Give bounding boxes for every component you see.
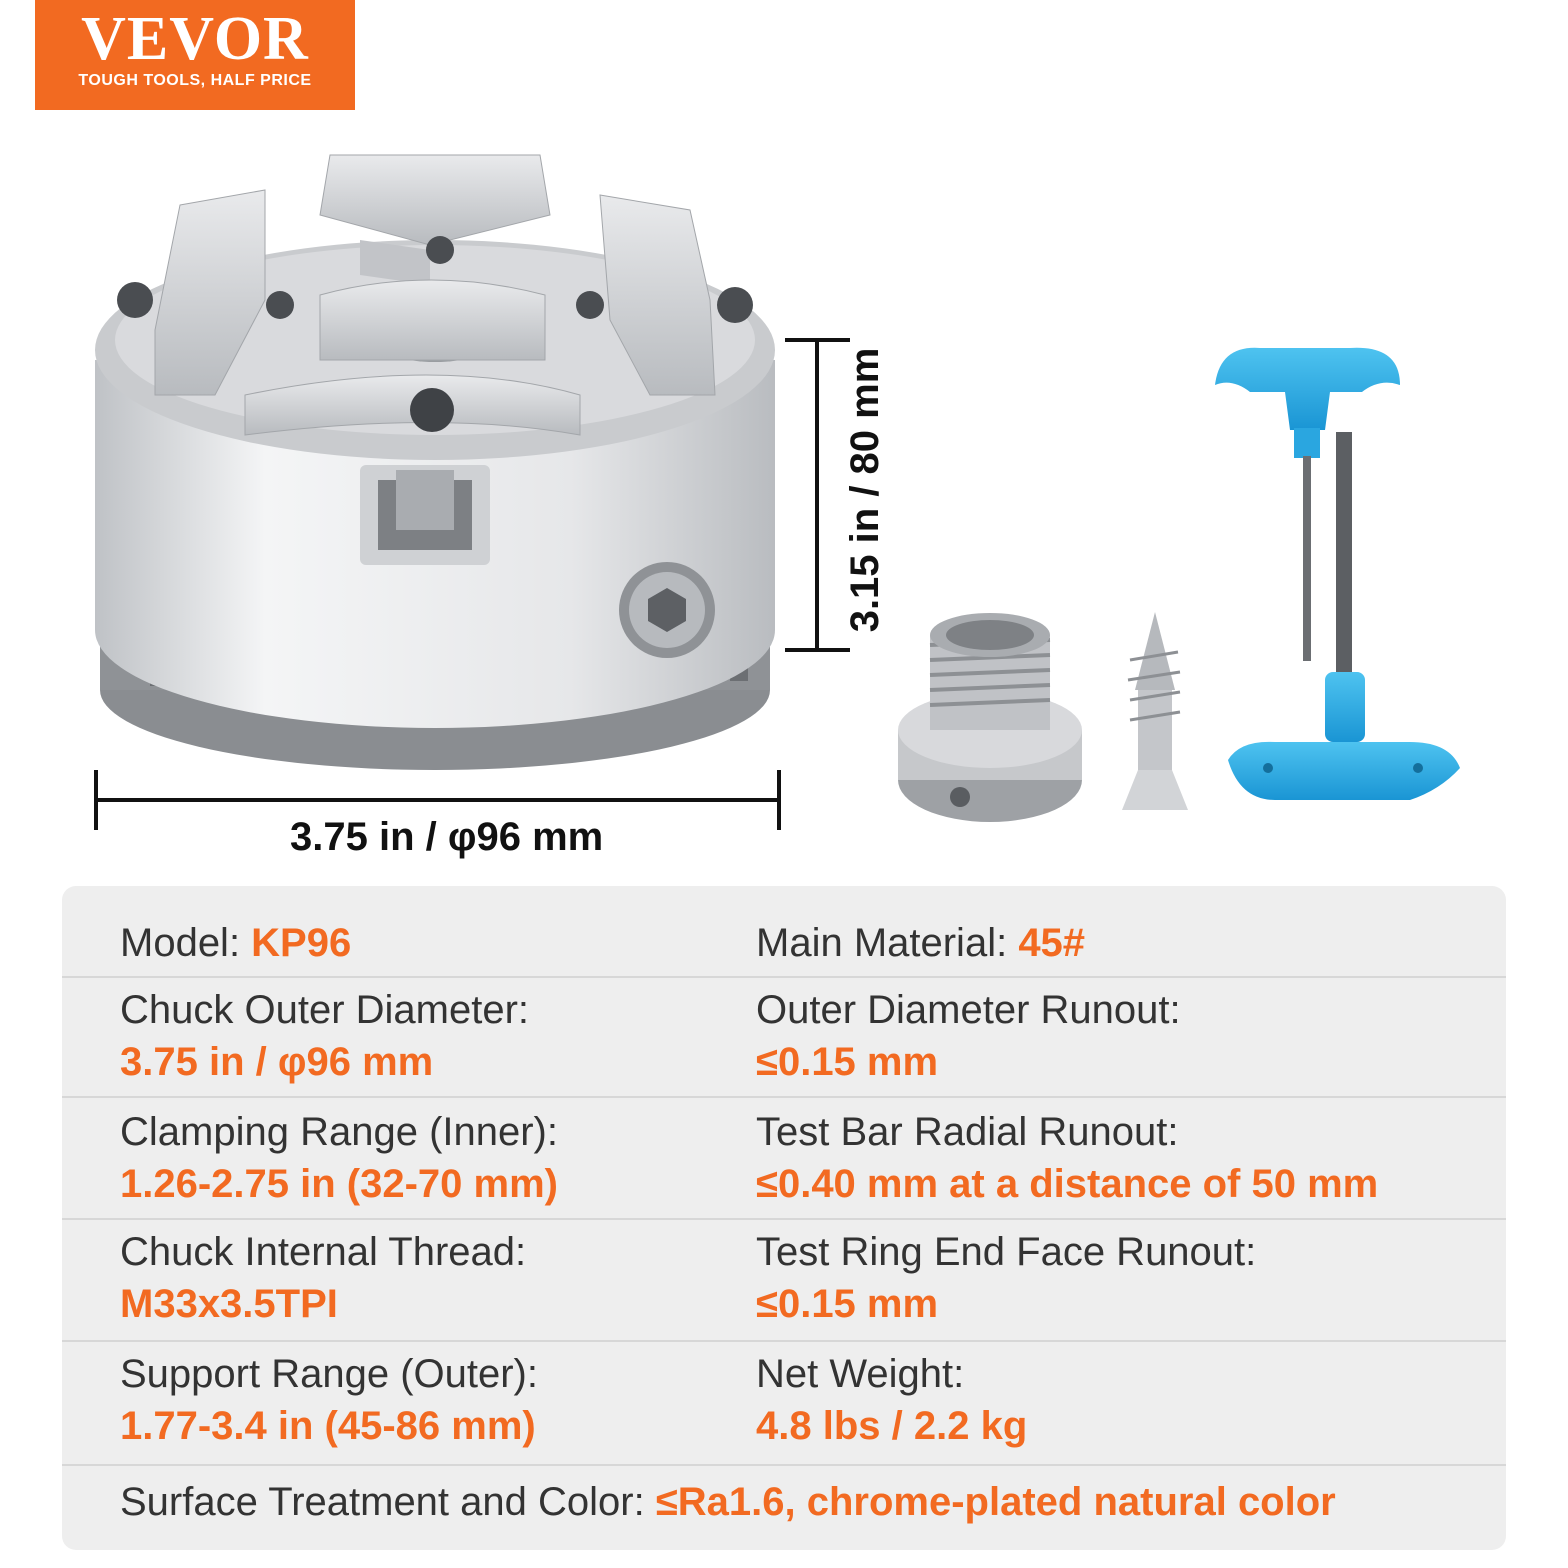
spec-row-clamping [62,1096,1506,1218]
spec-od-runout [756,984,1181,1088]
chuck-adapter-icon [898,613,1082,822]
spec-label: Chuck Internal Thread: [120,1230,527,1274]
spec-label: Main Material: [756,921,1019,965]
spec-radial-runout [756,1106,1378,1210]
width-dimension-label: 3.75 in / φ96 mm [290,815,604,859]
brand-name: VEVOR [81,5,309,73]
spec-value: M33x3.5TPI [120,1282,338,1326]
spec-value: 3.75 in / φ96 mm [120,1040,434,1084]
t-handle-hex-key-icon [1215,348,1460,800]
spec-row-diameter [62,976,1506,1098]
spec-end-face-runout [756,1226,1256,1330]
spec-value: ≤0.15 mm [756,1282,939,1326]
spec-support-range [120,1348,538,1452]
spec-row-model [62,912,1506,982]
spec-row-surface [62,1464,1506,1552]
vevor-logo [35,0,355,110]
chuck-icon [95,155,775,770]
spec-label: Test Ring End Face Runout: [756,1230,1257,1274]
spec-label: Model: [120,921,252,965]
wood-screw-icon [1122,612,1188,810]
spec-value: KP96 [251,921,352,965]
spec-label: Outer Diameter Runout: [756,988,1181,1032]
spec-label: Chuck Outer Diameter: [120,988,530,1032]
spec-outer-diameter [120,984,529,1088]
spec-value: ≤0.15 mm [756,1040,939,1084]
spec-label: Clamping Range (Inner): [120,1110,558,1154]
spec-value: ≤Ra1.6, chrome-plated natural color [655,1480,1336,1524]
spec-value: 45# [1018,921,1086,965]
spec-value: ≤0.40 mm at a distance of 50 mm [756,1162,1379,1206]
spec-clamping-range [120,1106,558,1210]
spec-value: 1.77-3.4 in (45-86 mm) [120,1404,536,1448]
specification-table [62,886,1506,1550]
spec-row-thread [62,1218,1506,1340]
spec-row-support [62,1340,1506,1464]
spec-material [756,917,1085,969]
spec-internal-thread [120,1226,526,1330]
spec-net-weight [756,1348,1027,1452]
spec-label: Net Weight: [756,1352,965,1396]
spec-model [120,917,351,969]
spec-label: Support Range (Outer): [120,1352,538,1396]
spec-label: Surface Treatment and Color: [120,1480,656,1524]
spec-label: Test Bar Radial Runout: [756,1110,1179,1154]
spec-surface-treatment [120,1476,1336,1528]
brand-tagline: TOUGH TOOLS, HALF PRICE [78,72,312,89]
product-illustration [0,120,1568,880]
spec-value: 4.8 lbs / 2.2 kg [756,1404,1028,1448]
spec-value: 1.26-2.75 in (32-70 mm) [120,1162,558,1206]
height-dimension-label: 3.15 in / 80 mm [843,347,887,633]
